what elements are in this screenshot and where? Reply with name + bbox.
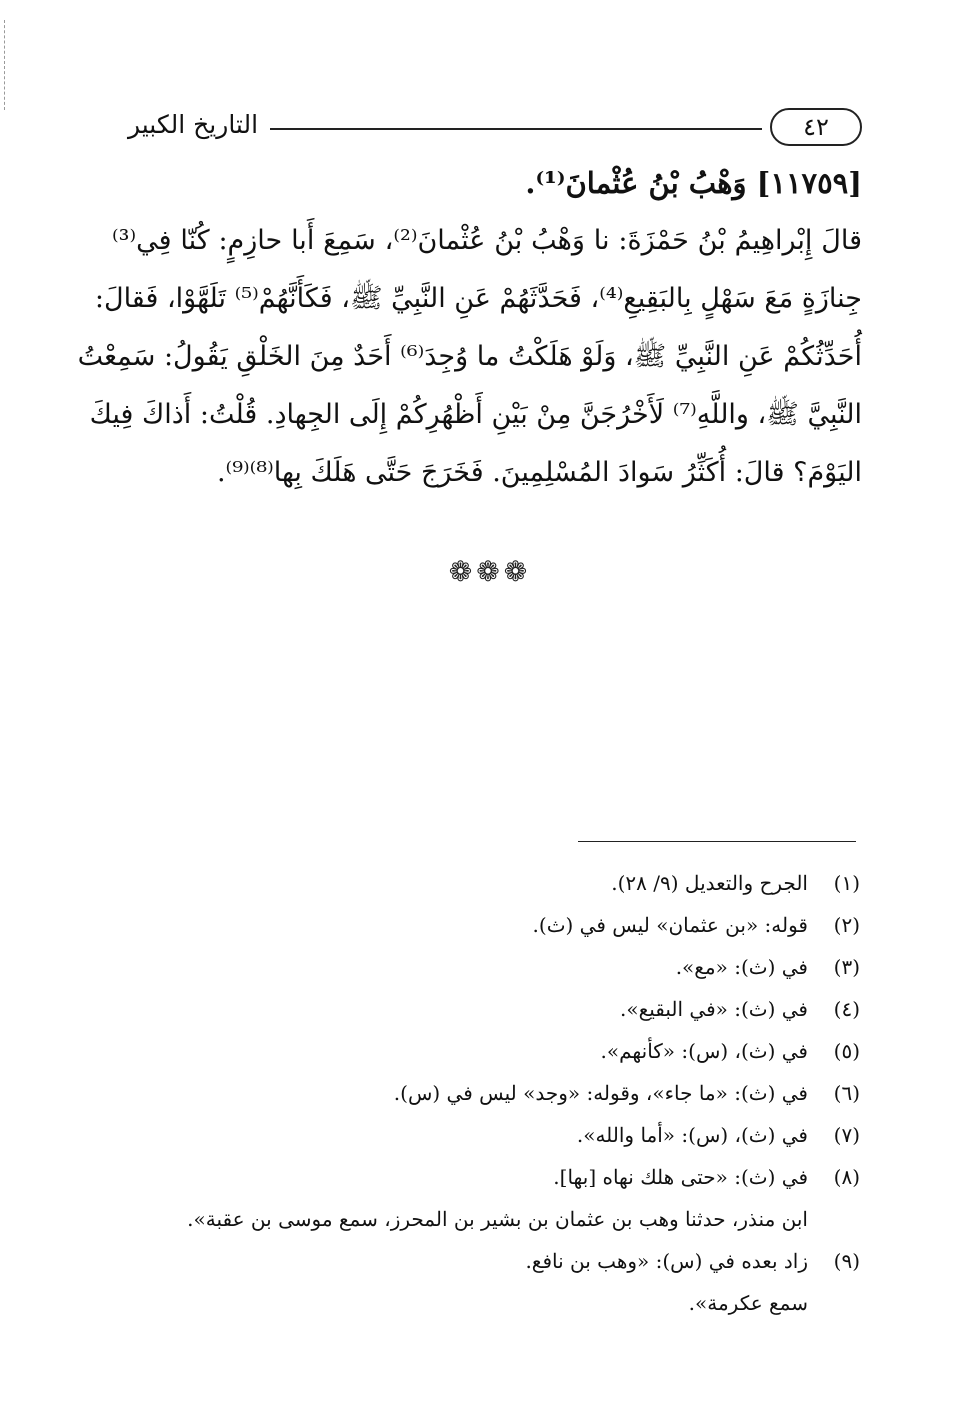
footnote-item bbox=[160, 862, 860, 904]
footnote-text: في (ث)، (س): «أما والله». bbox=[576, 1123, 808, 1147]
footnote-text: في (ث)، (س): «كأنهم». bbox=[600, 1039, 808, 1063]
footnote-number: (٤) bbox=[833, 997, 860, 1021]
footnote-item bbox=[160, 1114, 860, 1156]
body-text bbox=[77, 212, 862, 502]
body-line: جِنازَةٍ مَعَ سَهْلٍ بِالبَقِيعِ⁽⁴⁾، فَحَدَّثَهُمْ عَنِ النَّبِيِّ ﷺ، فَكَأَنَّهُمْ⁽⁵⁾ تَلَهَّوْا، فَقالَ: bbox=[94, 283, 862, 314]
footnote-continuation: سمع عكرمة». bbox=[688, 1291, 808, 1315]
footnotes bbox=[160, 862, 860, 1324]
footnote-number: (٢) bbox=[833, 913, 860, 937]
footnote-number: (١) bbox=[833, 871, 860, 895]
footnote-number: (٥) bbox=[833, 1039, 860, 1063]
footnote-text: الجرح والتعديل (٩/ ٢٨). bbox=[611, 871, 808, 895]
footnote-item bbox=[160, 988, 860, 1030]
footnote-item bbox=[160, 1240, 860, 1282]
flower-ornament-icon: ❁❁❁ bbox=[448, 555, 532, 588]
page-number-badge: ٤٢ bbox=[770, 108, 862, 146]
body-line: قالَ إِبْراهِيمُ بْنُ حَمْزَةَ: نا وَهْبُ بْنُ عُثْمانَ⁽²⁾، سَمِعَ أَبا حازِمٍ: كُنّا فِي⁽³⁾ bbox=[112, 225, 862, 256]
entry-heading: [١١٧٥٩] وَهْبُ بْنُ عُثْمانَ⁽¹⁾. bbox=[525, 166, 862, 200]
footnote-number: (٦) bbox=[833, 1081, 860, 1105]
footnote-text: في (ث): «في البقيع». bbox=[619, 997, 808, 1021]
footnote-text: زاد بعده في (س): «وهب بن نافع. bbox=[525, 1249, 808, 1273]
footnote-rule bbox=[578, 841, 856, 842]
body-line: النَّبِيَّ ﷺ، واللَّهِ⁽⁷⁾ لَأَخْرُجَنَّ مِنْ بَيْنِ أَظْهُرِكُمْ إِلَى الجِهادِ. قُلْتُ: أَذاكَ فِيكَ bbox=[89, 399, 862, 430]
header-rule bbox=[270, 128, 762, 130]
footnote-item bbox=[160, 1072, 860, 1114]
footnote-continuation: ابن منذر، حدثنا وهب بن عثمان بن بشير بن المحرز، سمع موسى بن عقبة». bbox=[187, 1207, 808, 1231]
footnote-item bbox=[160, 904, 860, 946]
book-title: التاريخ الكبير bbox=[127, 110, 259, 139]
footnote-text: قوله: «بن عثمان» ليس في (ث). bbox=[532, 913, 808, 937]
footnote-item bbox=[160, 1156, 860, 1198]
page-header bbox=[118, 108, 862, 148]
footnote-text: في (ث): «مع». bbox=[675, 955, 808, 979]
body-line: اليَوْمَ؟ قالَ: أُكَثِّرُ سَوادَ المُسْلِمِينَ. فَخَرَجَ حَتَّى هَلَكَ بِها⁽⁸⁾⁽⁹⁾. bbox=[216, 457, 862, 488]
body-line: أُحَدِّثُكُمْ عَنِ النَّبِيِّ ﷺ، وَلَوْ هَلَكْتُ ما وُجِدَ⁽⁶⁾ أَحَدٌ مِنَ الخَلْقِ يَقُولُ: سَمِعْتُ bbox=[77, 341, 862, 372]
footnote-number: (٨) bbox=[833, 1165, 860, 1189]
footnote-item bbox=[160, 946, 860, 988]
footnote-text: في (ث): «ما جاء»، وقوله: «وجد» ليس في (س). bbox=[393, 1081, 808, 1105]
footnote-number: (٣) bbox=[833, 955, 860, 979]
footnote-item bbox=[160, 1030, 860, 1072]
footnote-number: (٩) bbox=[833, 1249, 860, 1273]
scan-edge-marks bbox=[4, 20, 7, 110]
footnote-text: في (ث): «حتى هلك نهاه [بها]. bbox=[553, 1165, 808, 1189]
footnote-number: (٧) bbox=[833, 1123, 860, 1147]
